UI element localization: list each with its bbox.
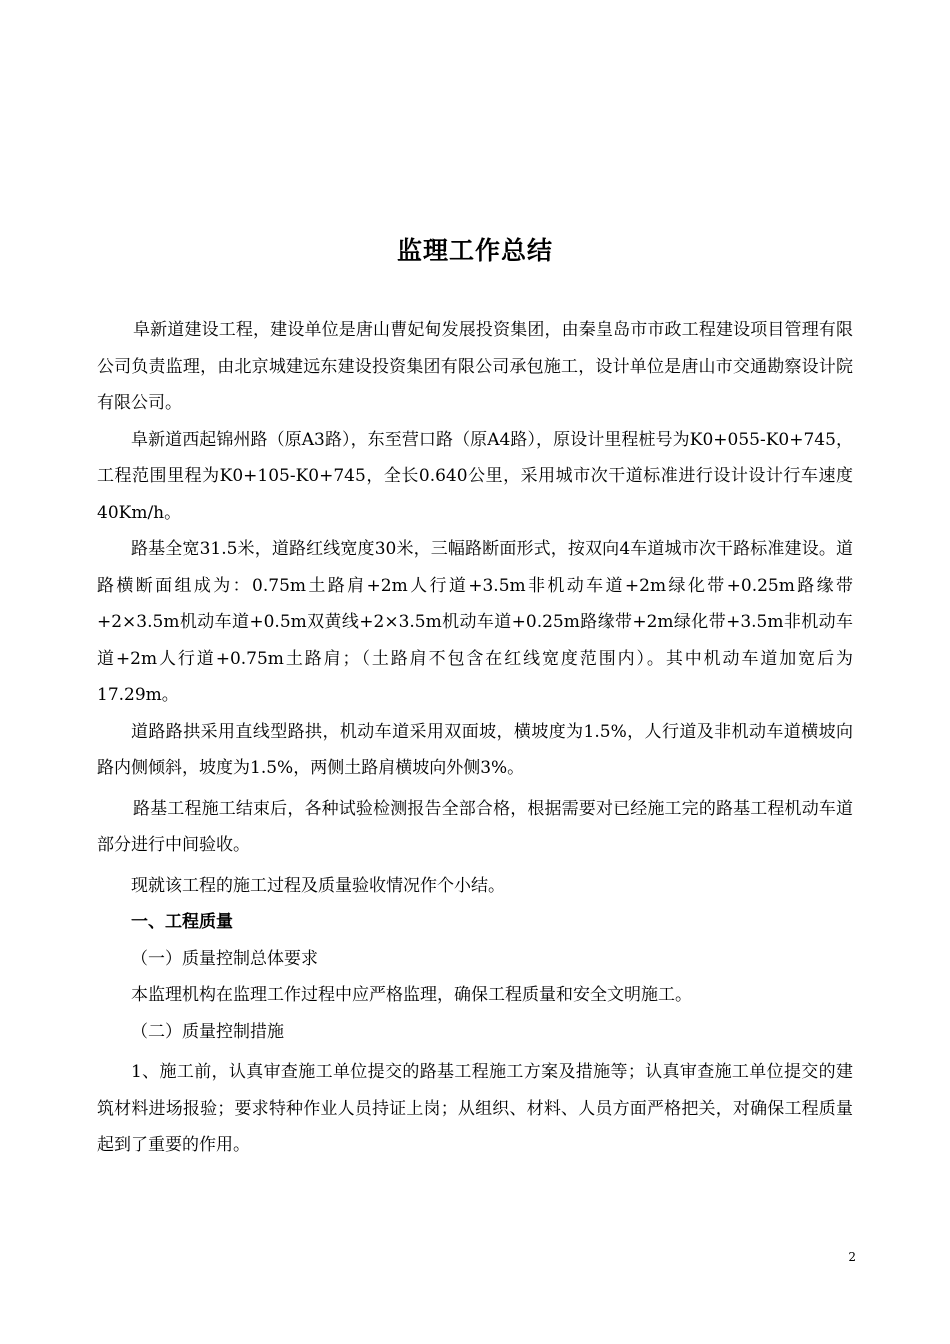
paragraph-measure-item-1: 1、施工前，认真审查施工单位提交的路基工程施工方案及措施等；认真审查施工单位提交的建筑材料进场报验；要求特种作业人员持证上岗；从组织、材料、人员方面严格把关，对确保工程质量起到了重要的作用。	[97, 1062, 853, 1155]
section-heading-quality: 一、工程质量	[131, 912, 233, 932]
document-body	[97, 312, 853, 1164]
paragraph-road-location: 阜新道西起锦州路（原A3路），东至营口路（原A4路），原设计里程桩号为K0+055-K0+745，工程范围里程为K0+105-K0+745，全长0.640公里，采用城市次干道标准进行设计设计行车速度40Km/h。	[97, 429, 853, 523]
paragraph-project-overview: 阜新道建设工程，建设单位是唐山曹妃甸发展投资集团，由秦皇岛市市政工程建设项目管理有限公司负责监理，由北京城建远东建设投资集团有限公司承包施工，设计单位是唐山市交通勘察设计院有限公司。	[97, 320, 853, 413]
paragraph-summary-intro: 现就该工程的施工过程及质量验收情况作个小结。	[131, 875, 505, 896]
paragraph-cross-section: 路基全宽31.5米，道路红线宽度30米，三幅路断面形式，按双向4车道城市次干路标准建设。道路横断面组成为：0.75m土路肩+2m人行道+3.5m非机动车道+2m绿化带+0.25m路缘带+2×3.5m机动车道+0.5m双黄线+2×3.5m机动车道+0.25m路缘带+2m绿化带+3.5m非机动车道+2m人行道+0.75m土路肩；（土路肩不包含在红线宽度范围内）。其中机动车道加宽后为17.29m。	[97, 539, 853, 705]
document-title: 监理工作总结	[396, 236, 553, 265]
paragraph-requirements: 本监理机构在监理工作过程中应严格监理，确保工程质量和安全文明施工。	[131, 985, 692, 1005]
paragraph-road-crown: 道路路拱采用直线型路拱，机动车道采用双面坡，横坡度为1.5%，人行道及非机动车道横坡向路内侧倾斜，坡度为1.5%，两侧土路肩横坡向外侧3%。	[97, 721, 853, 778]
paragraph-subgrade-acceptance: 路基工程施工结束后，各种试验检测报告全部合格，根据需要对已经施工完的路基工程机动车道部分进行中间验收。	[97, 798, 853, 855]
page-number: 2	[848, 1250, 856, 1264]
subsection-heading-measures: （二）质量控制措施	[131, 1021, 284, 1042]
subsection-heading-requirements: （一）质量控制总体要求	[131, 948, 318, 969]
